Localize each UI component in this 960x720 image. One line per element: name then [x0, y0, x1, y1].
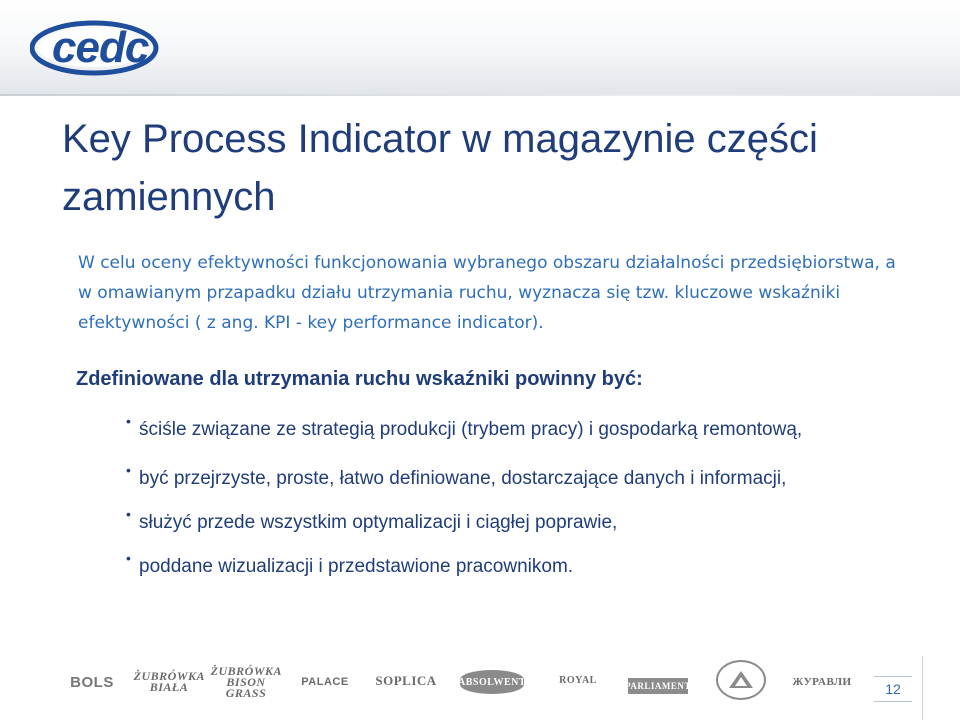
brand-footer — [0, 648, 960, 720]
brand-logo-round-badge-icon — [716, 660, 766, 700]
slide-title: Key Process Indicator w magazynie części zamiennych — [62, 117, 818, 219]
brand-logo-parliament: PARLIAMENT — [628, 678, 688, 694]
cedc-logo — [30, 18, 168, 76]
brand-logo-soplica: SOPLICA — [375, 672, 437, 688]
logo-text: cedc — [52, 23, 149, 72]
intro-paragraph: W celu oceny efektywności funkcjonowania wybranego obszaru działalności przedsiębiorstwa, a w omawianym przapadku działu utrzymania ruchu, wyznacza się tzw. kluczowe wskaźniki efektywności ( z ang. KPI - key performance indicator). — [78, 253, 896, 333]
brand-logo-palace: PALACE — [301, 675, 349, 688]
bullet-icon: • — [126, 506, 131, 522]
list-item — [126, 501, 892, 545]
bullet-icon: • — [126, 550, 131, 566]
list-item — [126, 545, 892, 589]
bullet-icon: • — [126, 413, 131, 429]
brand-logo-royal: ROYAL — [559, 674, 597, 686]
requirements-list — [126, 408, 892, 589]
brand-logo-bols: BOLS — [70, 673, 114, 691]
brand-logo-zhuravli: ЖУРАВЛИ — [792, 675, 852, 688]
list-item-text: służyć przede wszystkim optymalizacji i ciągłej poprawie, — [139, 512, 618, 533]
badge-crest-icon — [726, 668, 756, 692]
list-item-text: być przejrzyste, proste, łatwo definiowane, dostarczające danych i informacji, — [139, 468, 787, 489]
list-item-text: ściśle związane ze strategią produkcji (trybem pracy) i gospodarką remontową, — [139, 419, 803, 440]
footer-divider — [922, 656, 923, 720]
brand-logo-absolwent: ABSOLWENT — [460, 670, 524, 694]
page-number: 12 — [874, 676, 912, 702]
list-item — [126, 457, 892, 501]
list-item-text: poddane wizualizacji i przedstawione pracownikom. — [139, 556, 574, 577]
brand-logo-zubrowka-biala: ŻUBRÓWKA BIAŁA — [133, 669, 206, 694]
brand-logo-zubrowka-bison-grass: ŻUBRÓWKA BISON GRASS — [210, 663, 283, 700]
list-item — [126, 408, 892, 452]
bullet-icon: • — [126, 462, 131, 478]
header-divider — [0, 94, 940, 96]
requirements-heading: Zdefiniowane dla utrzymania ruchu wskaźniki powinny być: — [76, 368, 643, 390]
